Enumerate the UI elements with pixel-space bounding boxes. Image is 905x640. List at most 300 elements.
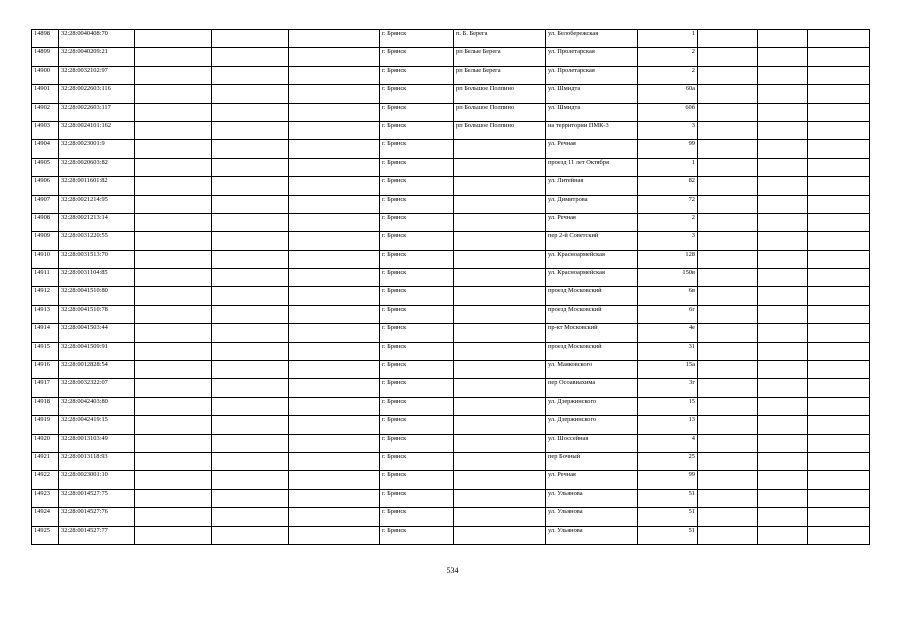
house-number-cell: 15 [638, 397, 698, 415]
street-cell: ул. Красноармейская [546, 250, 638, 268]
empty-cell [289, 232, 380, 250]
empty-cell [808, 287, 870, 305]
locality-cell [454, 177, 546, 195]
locality-cell [454, 471, 546, 489]
empty-cell [698, 471, 758, 489]
empty-cell [698, 526, 758, 544]
empty-cell [212, 434, 289, 452]
table-row [32, 250, 870, 268]
empty-cell [289, 489, 380, 507]
empty-cell [135, 213, 212, 231]
house-number-cell: 6г [638, 305, 698, 323]
empty-cell [212, 158, 289, 176]
empty-cell [808, 85, 870, 103]
empty-cell [808, 342, 870, 360]
house-number-cell: 51 [638, 489, 698, 507]
empty-cell [289, 158, 380, 176]
row-number-cell: 14925 [32, 526, 59, 544]
row-number-cell: 14915 [32, 342, 59, 360]
street-cell: ул. Ульянова [546, 508, 638, 526]
empty-cell [808, 324, 870, 342]
table-row [32, 121, 870, 139]
empty-cell [808, 48, 870, 66]
street-cell: ул. Речная [546, 213, 638, 231]
cadastral-number-cell: 32:28:0031513:70 [59, 250, 135, 268]
empty-cell [212, 416, 289, 434]
empty-cell [289, 526, 380, 544]
empty-cell [808, 121, 870, 139]
empty-cell [212, 361, 289, 379]
house-number-cell: 1 [638, 158, 698, 176]
empty-cell [289, 379, 380, 397]
street-cell: пер 2-й Советский [546, 232, 638, 250]
city-cell: г. Брянск [380, 434, 454, 452]
empty-cell [698, 379, 758, 397]
house-number-cell: 13 [638, 416, 698, 434]
row-number-cell: 14904 [32, 140, 59, 158]
city-cell: г. Брянск [380, 158, 454, 176]
empty-cell [135, 379, 212, 397]
street-cell: ул. Ульянова [546, 526, 638, 544]
empty-cell [698, 121, 758, 139]
house-number-cell: 2 [638, 48, 698, 66]
empty-cell [135, 508, 212, 526]
cadastral-number-cell: 32:28:0041510:78 [59, 305, 135, 323]
registry-table-body [32, 30, 870, 545]
empty-cell [758, 250, 808, 268]
empty-cell [698, 324, 758, 342]
empty-cell [698, 342, 758, 360]
empty-cell [212, 287, 289, 305]
empty-cell [135, 195, 212, 213]
empty-cell [758, 269, 808, 287]
house-number-cell: 4е [638, 324, 698, 342]
locality-cell [454, 232, 546, 250]
empty-cell [808, 250, 870, 268]
street-cell: проезд Московский [546, 287, 638, 305]
cadastral-number-cell: 32:28:0031104:85 [59, 269, 135, 287]
cadastral-number-cell: 32:28:0024101:162 [59, 121, 135, 139]
table-row [32, 30, 870, 48]
row-number-cell: 14905 [32, 158, 59, 176]
empty-cell [212, 379, 289, 397]
empty-cell [289, 305, 380, 323]
empty-cell [135, 269, 212, 287]
city-cell: г. Брянск [380, 342, 454, 360]
locality-cell [454, 158, 546, 176]
locality-cell [454, 397, 546, 415]
row-number-cell: 14919 [32, 416, 59, 434]
empty-cell [135, 287, 212, 305]
street-cell: ул. Маяковского [546, 361, 638, 379]
empty-cell [758, 452, 808, 470]
empty-cell [135, 232, 212, 250]
empty-cell [135, 66, 212, 84]
city-cell: г. Брянск [380, 269, 454, 287]
empty-cell [808, 103, 870, 121]
empty-cell [758, 103, 808, 121]
street-cell: ул. Пролетарская [546, 48, 638, 66]
empty-cell [135, 434, 212, 452]
empty-cell [758, 195, 808, 213]
city-cell: г. Брянск [380, 287, 454, 305]
empty-cell [808, 305, 870, 323]
cadastral-number-cell: 32:28:0021214:95 [59, 195, 135, 213]
locality-cell [454, 416, 546, 434]
empty-cell [289, 177, 380, 195]
cadastral-number-cell: 32:28:0032322:07 [59, 379, 135, 397]
city-cell: г. Брянск [380, 121, 454, 139]
empty-cell [758, 66, 808, 84]
empty-cell [135, 250, 212, 268]
empty-cell [808, 526, 870, 544]
empty-cell [698, 177, 758, 195]
city-cell: г. Брянск [380, 66, 454, 84]
empty-cell [758, 121, 808, 139]
row-number-cell: 14924 [32, 508, 59, 526]
row-number-cell: 14901 [32, 85, 59, 103]
row-number-cell: 14921 [32, 452, 59, 470]
empty-cell [289, 66, 380, 84]
street-cell: ул. Димитрова [546, 195, 638, 213]
row-number-cell: 14903 [32, 121, 59, 139]
registry-table [31, 29, 870, 545]
table-row [32, 85, 870, 103]
locality-cell [454, 361, 546, 379]
row-number-cell: 14920 [32, 434, 59, 452]
empty-cell [212, 452, 289, 470]
table-row [32, 195, 870, 213]
city-cell: г. Брянск [380, 324, 454, 342]
empty-cell [289, 250, 380, 268]
empty-cell [212, 342, 289, 360]
empty-cell [289, 103, 380, 121]
city-cell: г. Брянск [380, 526, 454, 544]
empty-cell [135, 158, 212, 176]
house-number-cell: 2 [638, 66, 698, 84]
empty-cell [808, 361, 870, 379]
empty-cell [212, 195, 289, 213]
empty-cell [135, 526, 212, 544]
table-row [32, 269, 870, 287]
house-number-cell: 150в [638, 269, 698, 287]
empty-cell [808, 416, 870, 434]
row-number-cell: 14913 [32, 305, 59, 323]
empty-cell [758, 158, 808, 176]
empty-cell [212, 305, 289, 323]
locality-cell [454, 508, 546, 526]
empty-cell [212, 66, 289, 84]
cadastral-number-cell: 32:28:0013103:49 [59, 434, 135, 452]
street-cell: проезд Московский [546, 342, 638, 360]
empty-cell [289, 397, 380, 415]
city-cell: г. Брянск [380, 48, 454, 66]
table-row [32, 379, 870, 397]
city-cell: г. Брянск [380, 195, 454, 213]
empty-cell [289, 434, 380, 452]
street-cell: ул. Дзержинского [546, 416, 638, 434]
house-number-cell: 99 [638, 471, 698, 489]
cadastral-number-cell: 32:28:0040408:70 [59, 30, 135, 48]
cadastral-number-cell: 32:28:0041510:80 [59, 287, 135, 305]
city-cell: г. Брянск [380, 140, 454, 158]
empty-cell [289, 195, 380, 213]
city-cell: г. Брянск [380, 379, 454, 397]
empty-cell [758, 30, 808, 48]
empty-cell [289, 361, 380, 379]
house-number-cell: 2 [638, 213, 698, 231]
locality-cell: рп Белые Берега [454, 48, 546, 66]
table-row [32, 434, 870, 452]
empty-cell [808, 471, 870, 489]
empty-cell [289, 508, 380, 526]
empty-cell [698, 30, 758, 48]
locality-cell [454, 324, 546, 342]
empty-cell [135, 342, 212, 360]
empty-cell [758, 508, 808, 526]
empty-cell [289, 121, 380, 139]
row-number-cell: 14899 [32, 48, 59, 66]
city-cell: г. Брянск [380, 232, 454, 250]
cadastral-number-cell: 32:28:0022603:116 [59, 85, 135, 103]
row-number-cell: 14907 [32, 195, 59, 213]
empty-cell [758, 342, 808, 360]
locality-cell: п. Б. Берега [454, 30, 546, 48]
empty-cell [698, 416, 758, 434]
empty-cell [698, 232, 758, 250]
table-row [32, 66, 870, 84]
empty-cell [808, 158, 870, 176]
empty-cell [135, 177, 212, 195]
house-number-cell: 3 [638, 121, 698, 139]
empty-cell [135, 305, 212, 323]
empty-cell [698, 66, 758, 84]
empty-cell [758, 489, 808, 507]
locality-cell [454, 452, 546, 470]
empty-cell [698, 158, 758, 176]
empty-cell [289, 471, 380, 489]
empty-cell [808, 379, 870, 397]
cadastral-number-cell: 32:28:0014527:76 [59, 508, 135, 526]
row-number-cell: 14908 [32, 213, 59, 231]
cadastral-number-cell: 32:28:0041503:44 [59, 324, 135, 342]
table-row [32, 342, 870, 360]
cadastral-number-cell: 32:28:0040209:21 [59, 48, 135, 66]
cadastral-number-cell: 32:28:0013118:93 [59, 452, 135, 470]
empty-cell [212, 324, 289, 342]
empty-cell [758, 232, 808, 250]
empty-cell [758, 305, 808, 323]
empty-cell [135, 489, 212, 507]
cadastral-number-cell: 32:28:0014527:75 [59, 489, 135, 507]
locality-cell [454, 489, 546, 507]
locality-cell: рп Большое Полпино [454, 85, 546, 103]
empty-cell [808, 397, 870, 415]
cadastral-number-cell: 32:28:0020603:82 [59, 158, 135, 176]
cadastral-number-cell: 32:28:0022603:117 [59, 103, 135, 121]
house-number-cell: 1 [638, 30, 698, 48]
table-row [32, 416, 870, 434]
street-cell: ул. Пролетарская [546, 66, 638, 84]
empty-cell [212, 177, 289, 195]
empty-cell [698, 250, 758, 268]
street-cell: ул. Шоссейная [546, 434, 638, 452]
empty-cell [758, 379, 808, 397]
empty-cell [289, 85, 380, 103]
empty-cell [212, 250, 289, 268]
empty-cell [698, 361, 758, 379]
empty-cell [135, 103, 212, 121]
row-number-cell: 14922 [32, 471, 59, 489]
empty-cell [808, 434, 870, 452]
empty-cell [289, 213, 380, 231]
empty-cell [758, 287, 808, 305]
empty-cell [135, 416, 212, 434]
locality-cell: рп Большое Полпино [454, 103, 546, 121]
house-number-cell: 4 [638, 434, 698, 452]
page-number: 534 [446, 566, 459, 575]
row-number-cell: 14912 [32, 287, 59, 305]
locality-cell [454, 342, 546, 360]
city-cell: г. Брянск [380, 452, 454, 470]
empty-cell [212, 103, 289, 121]
empty-cell [289, 269, 380, 287]
empty-cell [758, 177, 808, 195]
empty-cell [135, 48, 212, 66]
table-row [32, 452, 870, 470]
street-cell: на территории ПМК-3 [546, 121, 638, 139]
street-cell: ул. Дзержинского [546, 397, 638, 415]
city-cell: г. Брянск [380, 177, 454, 195]
empty-cell [808, 66, 870, 84]
empty-cell [808, 177, 870, 195]
table-row [32, 397, 870, 415]
row-number-cell: 14909 [32, 232, 59, 250]
house-number-cell: 51 [638, 526, 698, 544]
empty-cell [289, 140, 380, 158]
empty-cell [289, 416, 380, 434]
house-number-cell: 25 [638, 452, 698, 470]
row-number-cell: 14911 [32, 269, 59, 287]
empty-cell [212, 269, 289, 287]
city-cell: г. Брянск [380, 397, 454, 415]
table-row [32, 140, 870, 158]
street-cell: ул. Речная [546, 140, 638, 158]
empty-cell [698, 85, 758, 103]
empty-cell [135, 30, 212, 48]
street-cell: ул. Ульянова [546, 489, 638, 507]
table-row [32, 158, 870, 176]
empty-cell [289, 48, 380, 66]
empty-cell [698, 48, 758, 66]
empty-cell [212, 489, 289, 507]
empty-cell [212, 213, 289, 231]
empty-cell [212, 397, 289, 415]
empty-cell [289, 452, 380, 470]
locality-cell [454, 434, 546, 452]
empty-cell [212, 121, 289, 139]
empty-cell [135, 452, 212, 470]
empty-cell [212, 526, 289, 544]
locality-cell [454, 287, 546, 305]
locality-cell [454, 213, 546, 231]
street-cell: ул. Красноармейская [546, 269, 638, 287]
empty-cell [289, 30, 380, 48]
house-number-cell: 31 [638, 342, 698, 360]
table-row [32, 48, 870, 66]
table-row [32, 489, 870, 507]
house-number-cell: 3г [638, 379, 698, 397]
empty-cell [808, 232, 870, 250]
empty-cell [135, 397, 212, 415]
row-number-cell: 14906 [32, 177, 59, 195]
row-number-cell: 14900 [32, 66, 59, 84]
table-row [32, 526, 870, 544]
city-cell: г. Брянск [380, 508, 454, 526]
empty-cell [135, 140, 212, 158]
street-cell: ул. Шмидта [546, 103, 638, 121]
city-cell: г. Брянск [380, 85, 454, 103]
empty-cell [808, 269, 870, 287]
empty-cell [698, 452, 758, 470]
street-cell: проезд Московский [546, 305, 638, 323]
row-number-cell: 14914 [32, 324, 59, 342]
city-cell: г. Брянск [380, 471, 454, 489]
cadastral-number-cell: 32:28:0023001:9 [59, 140, 135, 158]
row-number-cell: 14917 [32, 379, 59, 397]
city-cell: г. Брянск [380, 305, 454, 323]
empty-cell [212, 471, 289, 489]
table-row [32, 103, 870, 121]
empty-cell [698, 195, 758, 213]
cadastral-number-cell: 32:28:0012828:54 [59, 361, 135, 379]
table-row [32, 324, 870, 342]
empty-cell [808, 213, 870, 231]
street-cell: ул. Речная [546, 471, 638, 489]
cadastral-number-cell: 32:28:0014527:77 [59, 526, 135, 544]
row-number-cell: 14902 [32, 103, 59, 121]
house-number-cell: 60б [638, 103, 698, 121]
cadastral-number-cell: 32:28:0032102:97 [59, 66, 135, 84]
empty-cell [698, 489, 758, 507]
empty-cell [698, 213, 758, 231]
empty-cell [808, 489, 870, 507]
house-number-cell: 51 [638, 508, 698, 526]
locality-cell [454, 379, 546, 397]
table-row [32, 232, 870, 250]
street-cell: ул. Белобережская [546, 30, 638, 48]
table-row [32, 287, 870, 305]
empty-cell [135, 361, 212, 379]
row-number-cell: 14910 [32, 250, 59, 268]
empty-cell [758, 416, 808, 434]
empty-cell [212, 30, 289, 48]
empty-cell [698, 305, 758, 323]
empty-cell [808, 452, 870, 470]
cadastral-number-cell: 32:28:0042403:80 [59, 397, 135, 415]
empty-cell [758, 324, 808, 342]
empty-cell [758, 361, 808, 379]
house-number-cell: 6в [638, 287, 698, 305]
locality-cell [454, 250, 546, 268]
empty-cell [758, 48, 808, 66]
row-number-cell: 14918 [32, 397, 59, 415]
table-row [32, 305, 870, 323]
empty-cell [135, 471, 212, 489]
street-cell: ул. Литейная [546, 177, 638, 195]
empty-cell [289, 324, 380, 342]
empty-cell [135, 85, 212, 103]
